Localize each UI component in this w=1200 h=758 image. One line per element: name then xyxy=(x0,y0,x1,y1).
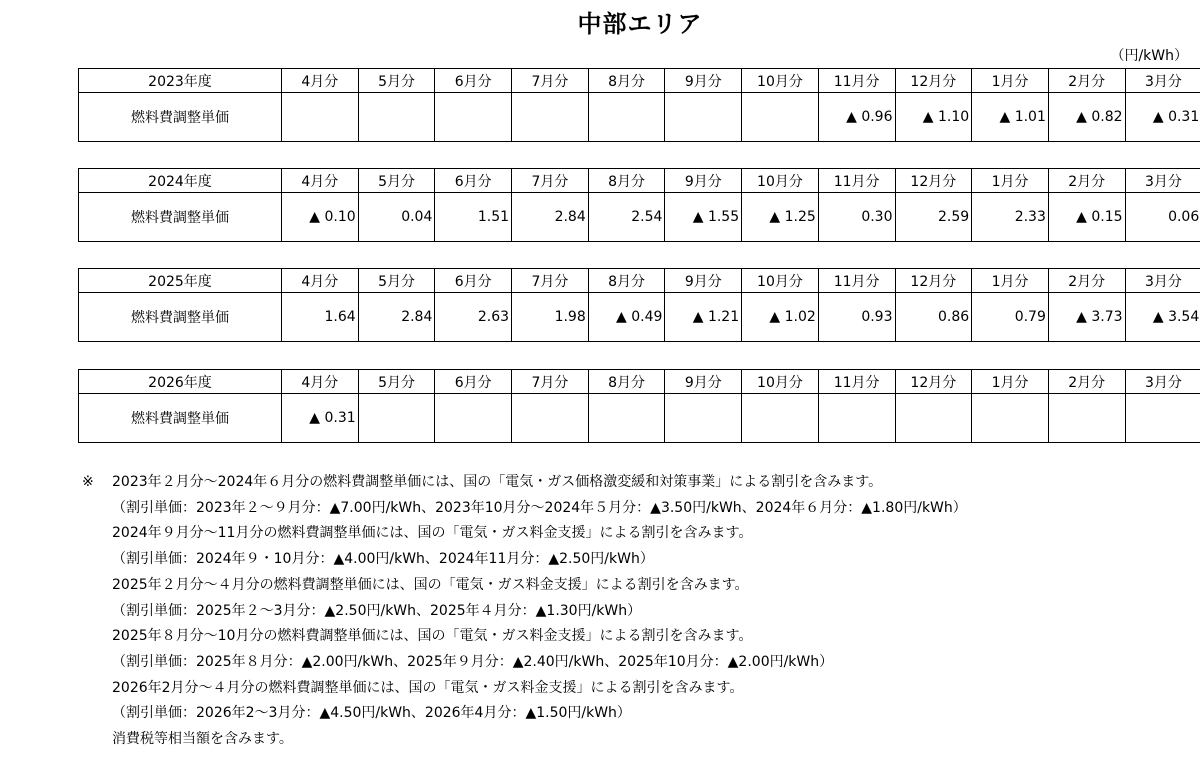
month-header: 1月分 xyxy=(972,370,1049,394)
unit-price-cell: 1.51 xyxy=(435,193,512,242)
unit-price-cell: ▲ 3.73 xyxy=(1048,293,1125,342)
month-header: 10月分 xyxy=(742,69,819,93)
unit-price-cell xyxy=(358,394,435,443)
table-header-row xyxy=(79,370,1200,394)
note-line xyxy=(82,650,967,676)
month-header: 7月分 xyxy=(512,169,589,193)
month-header: 8月分 xyxy=(588,69,665,93)
month-header: 2月分 xyxy=(1048,69,1125,93)
note-text: （割引単価：2023年２～９月分：▲7.00円/kWh、2023年10月分～2024年５月分：▲3.50円/kWh、2024年６月分：▲1.80円/kWh） xyxy=(112,499,967,516)
month-header: 12月分 xyxy=(895,269,972,293)
unit-price-cell: 2.84 xyxy=(358,293,435,342)
unit-price-cell: 0.86 xyxy=(895,293,972,342)
unit-label: （円/kWh） xyxy=(1110,48,1188,64)
unit-price-cell xyxy=(742,93,819,142)
table-header-row xyxy=(79,169,1200,193)
month-header: 2月分 xyxy=(1048,370,1125,394)
month-header: 6月分 xyxy=(435,370,512,394)
unit-price-cell: ▲ 0.96 xyxy=(818,93,895,142)
row-label: 燃料費調整単価 xyxy=(79,394,282,443)
month-header: 11月分 xyxy=(818,69,895,93)
month-header: 12月分 xyxy=(895,370,972,394)
month-header: 6月分 xyxy=(435,269,512,293)
table-row xyxy=(79,293,1200,342)
month-header: 9月分 xyxy=(665,370,742,394)
month-header: 2月分 xyxy=(1048,169,1125,193)
month-header: 7月分 xyxy=(512,370,589,394)
unit-price-cell xyxy=(358,93,435,142)
unit-price-cell xyxy=(1048,394,1125,443)
note-text: （割引単価：2026年2～3月分：▲4.50円/kWh、2026年4月分：▲1.50円/kWh） xyxy=(112,705,631,722)
unit-price-cell: ▲ 0.31 xyxy=(1125,93,1200,142)
note-text: （割引単価：2025年２～3月分：▲2.50円/kWh、2025年４月分：▲1.30円/kWh） xyxy=(112,602,642,619)
note-text: 消費税等相当額を含みます。 xyxy=(112,731,293,748)
note-line xyxy=(82,470,967,496)
unit-price-cell: ▲ 1.55 xyxy=(665,193,742,242)
month-header: 8月分 xyxy=(588,370,665,394)
month-header: 9月分 xyxy=(665,269,742,293)
month-header: 5月分 xyxy=(358,69,435,93)
unit-price-cell: 2.59 xyxy=(895,193,972,242)
unit-price-cell xyxy=(972,394,1049,443)
unit-price-cell xyxy=(435,394,512,443)
fiscal-year-label: 2026年度 xyxy=(79,370,282,394)
unit-price-cell xyxy=(665,394,742,443)
month-header: 3月分 xyxy=(1125,69,1200,93)
table-header-row xyxy=(79,69,1200,93)
unit-price-cell xyxy=(1125,394,1200,443)
unit-price-cell xyxy=(588,93,665,142)
month-header: 7月分 xyxy=(512,69,589,93)
note-mark: ※ xyxy=(82,474,94,490)
month-header: 11月分 xyxy=(818,269,895,293)
month-header: 4月分 xyxy=(282,169,359,193)
page-title: 中部エリア xyxy=(577,10,703,38)
unit-price-cell: 2.63 xyxy=(435,293,512,342)
month-header: 5月分 xyxy=(358,370,435,394)
row-label: 燃料費調整単価 xyxy=(79,293,282,342)
note-text: 2025年２月分～４月分の燃料費調整単価には、国の「電気・ガス料金支援」による割引を含みます。 xyxy=(112,576,749,593)
unit-price-cell: ▲ 0.31 xyxy=(282,394,359,443)
unit-price-cell xyxy=(512,93,589,142)
fiscal-year-label: 2024年度 xyxy=(79,169,282,193)
table-row xyxy=(79,193,1200,242)
note-text: 2026年2月分～４月分の燃料費調整単価には、国の「電気・ガス料金支援」による割引を含みます。 xyxy=(112,679,744,696)
month-header: 10月分 xyxy=(742,169,819,193)
table-row xyxy=(79,394,1200,443)
unit-price-cell: ▲ 1.02 xyxy=(742,293,819,342)
note-line xyxy=(82,624,967,650)
month-header: 6月分 xyxy=(435,69,512,93)
month-header: 11月分 xyxy=(818,169,895,193)
fuel-adjustment-table-2026 xyxy=(78,369,1200,443)
month-header: 9月分 xyxy=(665,69,742,93)
fuel-adjustment-table-2024 xyxy=(78,168,1200,242)
month-header: 5月分 xyxy=(358,169,435,193)
month-header: 8月分 xyxy=(588,269,665,293)
month-header: 4月分 xyxy=(282,269,359,293)
unit-price-cell: ▲ 0.82 xyxy=(1048,93,1125,142)
unit-price-cell: ▲ 0.15 xyxy=(1048,193,1125,242)
month-header: 1月分 xyxy=(972,169,1049,193)
month-header: 7月分 xyxy=(512,269,589,293)
unit-price-cell: 2.54 xyxy=(588,193,665,242)
month-header: 2月分 xyxy=(1048,269,1125,293)
note-text: 2023年２月分～2024年６月分の燃料費調整単価には、国の「電気・ガス価格激変緩和対策事業」による割引を含みます。 xyxy=(112,474,883,490)
note-text: （割引単価：2025年８月分：▲2.00円/kWh、2025年９月分：▲2.40円/kWh、2025年10月分：▲2.00円/kWh） xyxy=(112,653,834,670)
unit-price-cell: 2.33 xyxy=(972,193,1049,242)
unit-price-cell: ▲ 1.10 xyxy=(895,93,972,142)
unit-price-cell: 0.04 xyxy=(358,193,435,242)
unit-price-cell xyxy=(818,394,895,443)
month-header: 10月分 xyxy=(742,370,819,394)
unit-price-cell: ▲ 0.10 xyxy=(282,193,359,242)
month-header: 6月分 xyxy=(435,169,512,193)
unit-price-cell: 0.06 xyxy=(1125,193,1200,242)
table-header-row xyxy=(79,269,1200,293)
note-text: （割引単価：2024年９・10月分：▲4.00円/kWh、2024年11月分：▲2.50円/kWh） xyxy=(112,551,654,568)
note-line xyxy=(82,496,967,522)
fuel-adjustment-table-2023 xyxy=(78,68,1200,142)
unit-price-cell: 0.30 xyxy=(818,193,895,242)
unit-price-cell xyxy=(435,93,512,142)
unit-price-cell xyxy=(742,394,819,443)
table-row xyxy=(79,93,1200,142)
month-header: 9月分 xyxy=(665,169,742,193)
month-header: 8月分 xyxy=(588,169,665,193)
note-line xyxy=(82,547,967,573)
unit-price-cell: ▲ 1.21 xyxy=(665,293,742,342)
note-line xyxy=(82,573,967,599)
month-header: 12月分 xyxy=(895,169,972,193)
month-header: 4月分 xyxy=(282,370,359,394)
note-line xyxy=(82,599,967,625)
unit-price-cell: 1.98 xyxy=(512,293,589,342)
fiscal-year-label: 2023年度 xyxy=(79,69,282,93)
note-line xyxy=(82,701,967,727)
month-header: 12月分 xyxy=(895,69,972,93)
unit-price-cell xyxy=(282,93,359,142)
unit-price-cell: ▲ 0.49 xyxy=(588,293,665,342)
fiscal-year-label: 2025年度 xyxy=(79,269,282,293)
month-header: 1月分 xyxy=(972,269,1049,293)
unit-price-cell xyxy=(665,93,742,142)
notes-section xyxy=(82,470,967,753)
month-header: 3月分 xyxy=(1125,169,1200,193)
unit-price-cell: ▲ 1.25 xyxy=(742,193,819,242)
month-header: 5月分 xyxy=(358,269,435,293)
unit-price-cell: 1.64 xyxy=(282,293,359,342)
month-header: 1月分 xyxy=(972,69,1049,93)
month-header: 10月分 xyxy=(742,269,819,293)
month-header: 3月分 xyxy=(1125,370,1200,394)
note-text: 2025年８月分～10月分の燃料費調整単価には、国の「電気・ガス料金支援」による割引を含みます。 xyxy=(112,628,753,645)
unit-price-cell xyxy=(588,394,665,443)
row-label: 燃料費調整単価 xyxy=(79,93,282,142)
note-line xyxy=(82,727,967,753)
unit-price-cell xyxy=(512,394,589,443)
note-text: 2024年９月分～11月分の燃料費調整単価には、国の「電気・ガス料金支援」による割引を含みます。 xyxy=(112,525,753,542)
month-header: 4月分 xyxy=(282,69,359,93)
note-line xyxy=(82,676,967,702)
unit-price-cell: 2.84 xyxy=(512,193,589,242)
note-line xyxy=(82,521,967,547)
row-label: 燃料費調整単価 xyxy=(79,193,282,242)
unit-price-cell: ▲ 3.54 xyxy=(1125,293,1200,342)
fuel-adjustment-table-2025 xyxy=(78,268,1200,342)
unit-price-cell xyxy=(895,394,972,443)
month-header: 11月分 xyxy=(818,370,895,394)
month-header: 3月分 xyxy=(1125,269,1200,293)
unit-price-cell: ▲ 1.01 xyxy=(972,93,1049,142)
unit-price-cell: 0.93 xyxy=(818,293,895,342)
unit-price-cell: 0.79 xyxy=(972,293,1049,342)
